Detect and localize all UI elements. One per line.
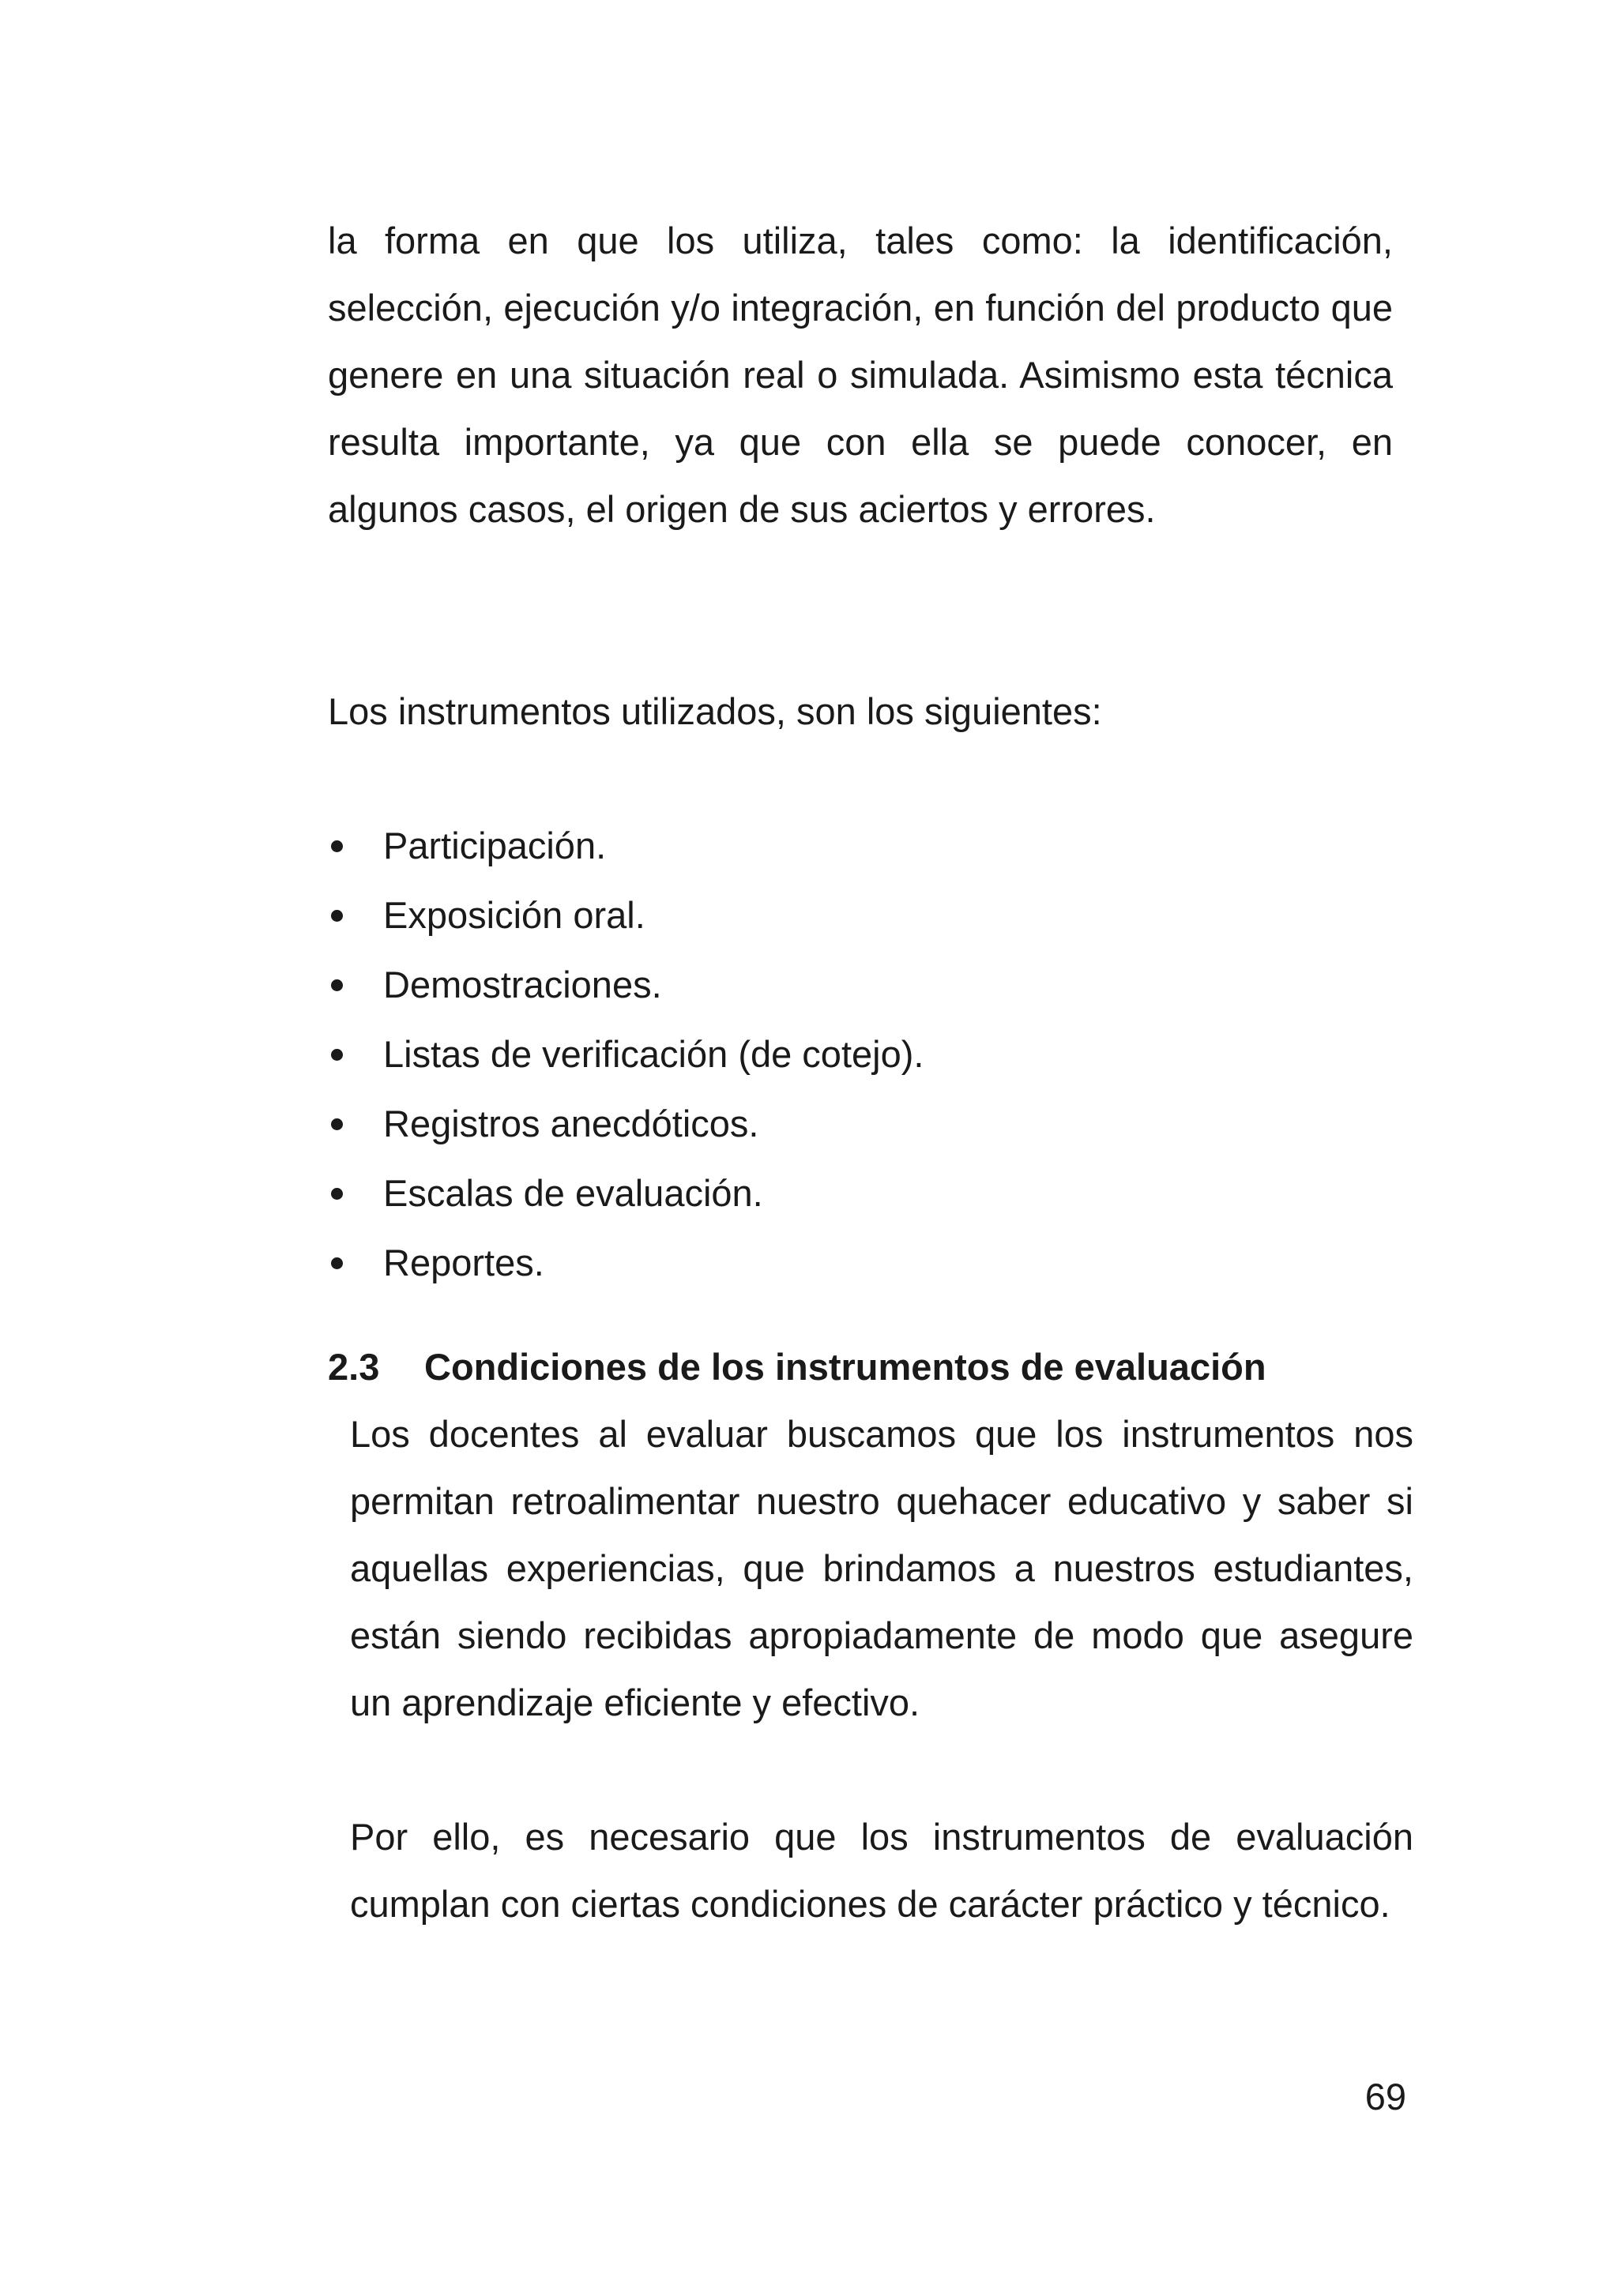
- list-item: [328, 950, 1393, 1020]
- list-item-text: Escalas de evaluación.: [383, 1172, 763, 1214]
- body-paragraph-conditions: Por ello, es necesario que los instrumentos de evaluación cumplan con ciertas condiciones de carácter práctico y técnico.: [350, 1816, 1413, 1925]
- list-item-text: Reportes.: [383, 1242, 544, 1283]
- body-paragraph-instruments-lead: Los instrumentos utilizados, son los siguientes:: [328, 690, 1102, 732]
- bullet-icon: [331, 840, 343, 852]
- bullet-icon: [331, 910, 343, 922]
- bullet-icon: [331, 1049, 343, 1061]
- list-item: [328, 1020, 1393, 1089]
- list-item: [328, 1089, 1393, 1159]
- section-number: 2.3: [328, 1346, 380, 1388]
- list-item-text: Demostraciones.: [383, 964, 662, 1005]
- section-heading: [328, 1333, 1402, 1400]
- body-paragraph-intro: la forma en que los utiliza, tales como: la identificación, selección, ejecución y/o integración, en función del producto que genere en una situación real o simulada. Asimismo esta técnica resulta importante, ya que con ella se puede conocer, en algunos casos, el origen de sus aciertos y errores.: [328, 220, 1393, 530]
- list-item-text: Participación.: [383, 825, 607, 866]
- list-item-text: Registros anecdóticos.: [383, 1103, 759, 1144]
- list-item: [328, 881, 1393, 950]
- instruments-list: [328, 811, 1393, 1298]
- bullet-icon: [331, 979, 343, 991]
- section-title: Condiciones de los instrumentos de evaluación: [424, 1346, 1266, 1388]
- bullet-icon: [331, 1118, 343, 1130]
- list-item: [328, 1228, 1393, 1298]
- list-item: [328, 1159, 1393, 1228]
- body-paragraph-evaluation: Los docentes al evaluar buscamos que los instrumentos nos permitan retroalimentar nuestro quehacer educativo y saber si aquellas experiencias, que brindamos a nuestros estudiantes, están siendo recibidas apropiadamente de modo que asegure un aprendizaje eficiente y efectivo.: [350, 1413, 1413, 1723]
- page-number: 69: [1364, 2076, 1406, 2118]
- list-item-text: Exposición oral.: [383, 894, 645, 936]
- list-item: [328, 811, 1393, 881]
- list-item-text: Listas de verificación (de cotejo).: [383, 1033, 924, 1075]
- bullet-icon: [331, 1188, 343, 1200]
- bullet-icon: [331, 1257, 343, 1269]
